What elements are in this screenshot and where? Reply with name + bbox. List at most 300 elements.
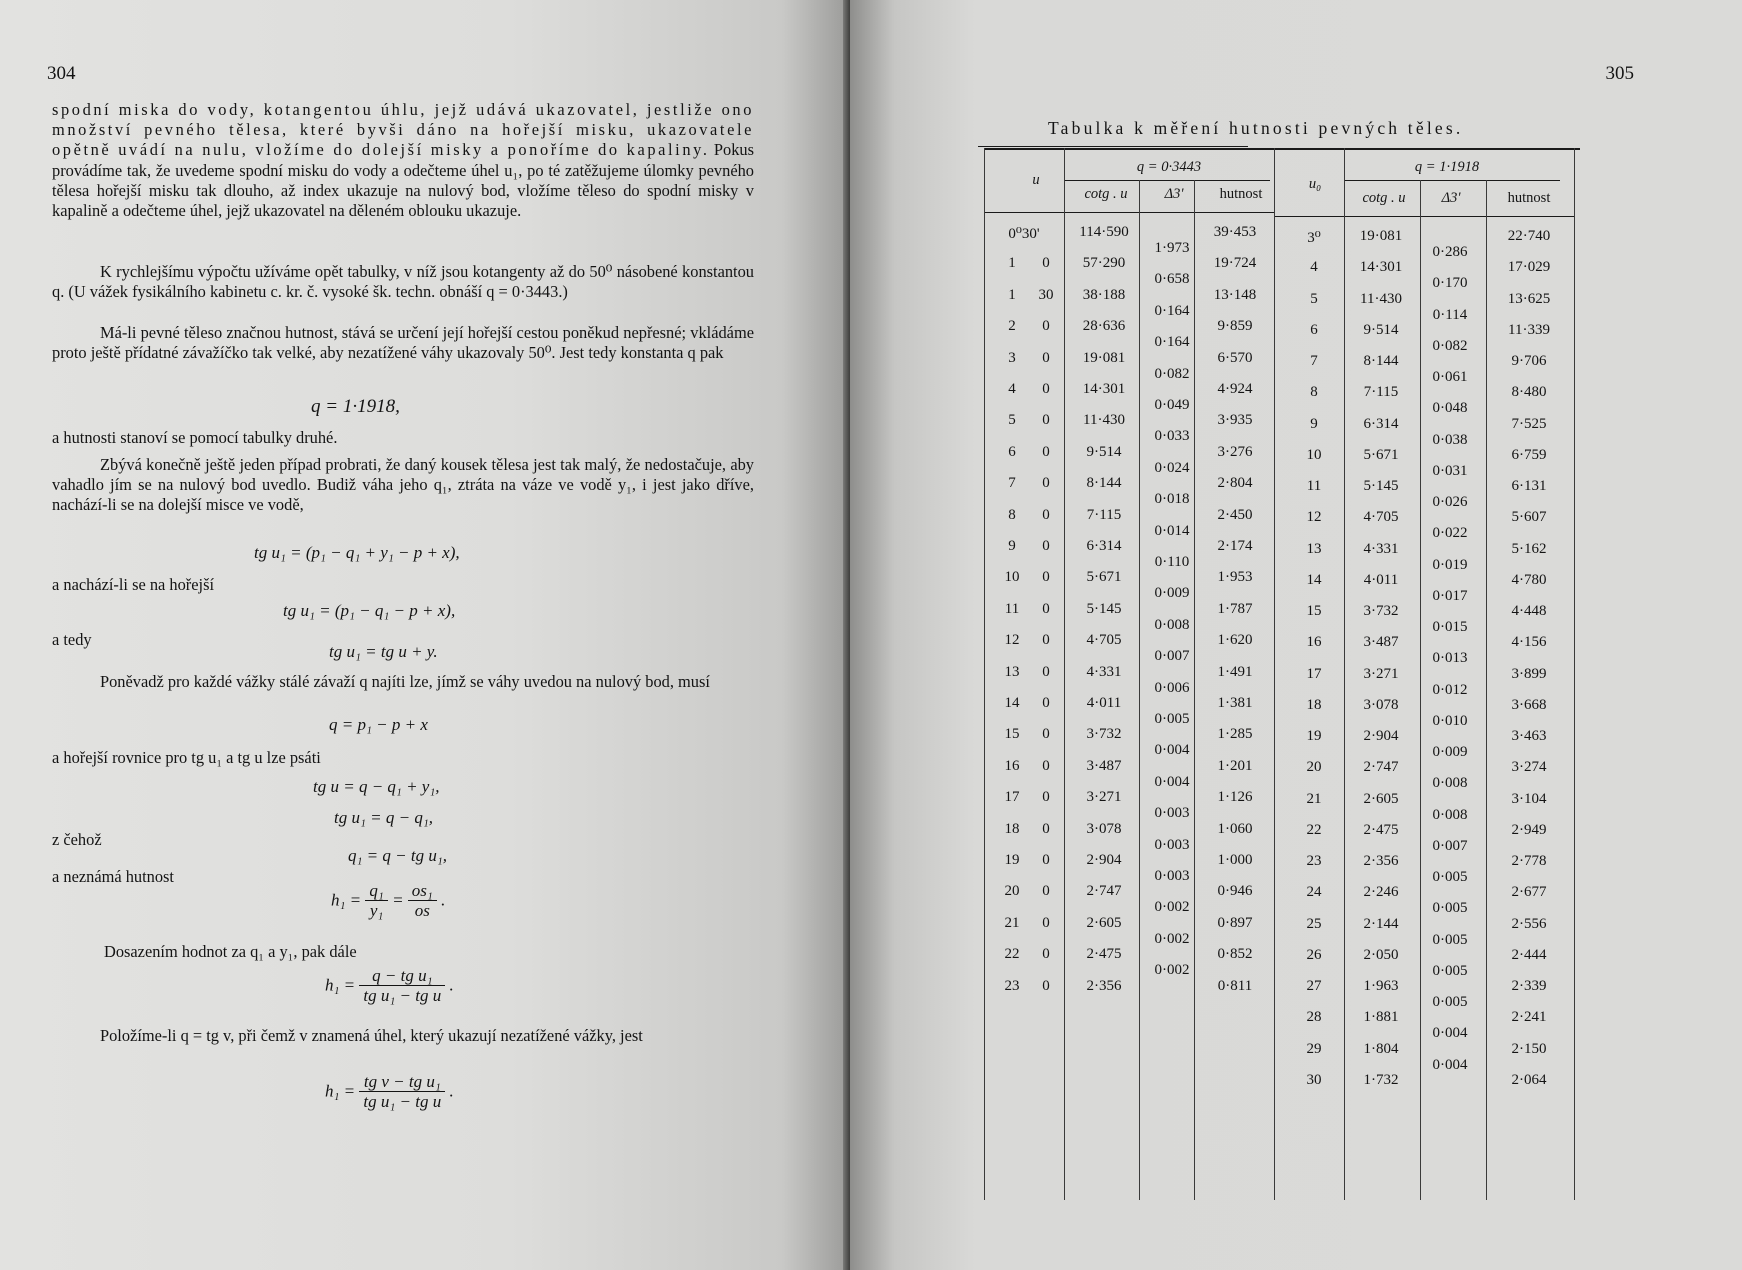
right-cotg-cell: 1·804: [1363, 1040, 1399, 1057]
paragraph-3: [52, 323, 754, 363]
left-angle-min-cell: 0: [1042, 569, 1050, 586]
left-cotg-cell: 14·301: [1082, 381, 1126, 397]
right-angle-cell: 14: [1306, 571, 1322, 588]
left-page: [0, 0, 850, 1270]
left-cotg-cell: 28·636: [1082, 318, 1126, 335]
left-angle-min-cell: 0: [1042, 475, 1050, 492]
left-delta-cell: 0·006: [1154, 679, 1190, 696]
right-cotg-cell: 4·705: [1363, 509, 1399, 526]
right-hutnost-cell: 2·339: [1511, 978, 1547, 994]
left-angle-deg-cell: 23: [1004, 977, 1020, 994]
left-angle-min-cell: 0: [1042, 506, 1050, 523]
right-cotg-cell: 1·963: [1363, 978, 1399, 994]
col-line-7: [1486, 180, 1487, 1200]
right-angle-cell: 12: [1306, 509, 1322, 526]
page-number-right: 305: [1605, 63, 1634, 84]
right-cotg-cell: 5·671: [1363, 446, 1399, 463]
right-delta-cell: 0·005: [1432, 869, 1468, 885]
label-tedy: a tedy: [52, 630, 92, 649]
equation-9: [325, 966, 454, 1005]
equation-10: [325, 1072, 454, 1111]
right-cotg-cell: 19·081: [1359, 228, 1403, 244]
left-hutnost-cell: 1·201: [1217, 757, 1253, 774]
group-rule-left: [1064, 180, 1270, 181]
left-delta-cell: 0·008: [1154, 616, 1190, 633]
right-delta-cell: 0·048: [1432, 400, 1468, 417]
right-cotg-cell: 2·356: [1363, 853, 1399, 869]
equation-10-lhs: h₁ =: [325, 1081, 356, 1101]
left-delta-cell: 0·164: [1154, 302, 1190, 319]
equation-10-fraction: [359, 1072, 445, 1111]
right-cotg-cell: 3·078: [1363, 696, 1399, 713]
equation-9-lhs: h₁ =: [325, 975, 356, 995]
equation-8-end: .: [441, 890, 446, 910]
equation-7: q₁ = q − tg u₁,: [348, 846, 447, 865]
col-line-3: [1194, 180, 1195, 1200]
left-angle-deg-cell: 4: [1008, 381, 1016, 397]
left-angle-deg-cell: 8: [1008, 506, 1016, 523]
right-angle-cell: 4: [1310, 259, 1318, 276]
left-delta-cell: 1·973: [1154, 240, 1190, 256]
left-angle-min-cell: 30: [1038, 286, 1054, 303]
header-cotg-right: cotg . u: [1362, 190, 1406, 206]
left-angle-min-cell: 0: [1042, 663, 1050, 680]
left-cotg-cell: 5·671: [1086, 569, 1122, 586]
equation-8-num-1: q₁: [365, 881, 387, 901]
paragraph-2: [52, 262, 754, 302]
right-angle-cell: 7: [1310, 353, 1318, 369]
right-delta-cell: 0·082: [1432, 337, 1468, 354]
line-rovnice: a hořejší rovnice pro tg u₁ a tg u lze psáti: [52, 748, 321, 767]
left-cotg-cell: 3·732: [1086, 726, 1122, 743]
header-u-right: u₀: [1308, 176, 1322, 192]
left-cotg-cell: 57·290: [1082, 255, 1126, 272]
right-delta-cell: 0·286: [1432, 244, 1468, 260]
right-cotg-cell: 8·144: [1363, 353, 1399, 369]
left-cotg-cell: 7·115: [1086, 506, 1122, 523]
right-angle-cell: 8: [1310, 384, 1318, 401]
left-cotg-cell: 2·605: [1086, 914, 1122, 931]
right-angle-cell: 28: [1306, 1009, 1322, 1026]
left-delta-cell: 0·033: [1154, 428, 1190, 445]
right-hutnost-cell: 2·444: [1511, 946, 1547, 963]
left-hutnost-cell: 1·953: [1217, 569, 1253, 586]
left-angle-cell: 0⁰30': [1008, 226, 1040, 242]
left-angle-deg-cell: 10: [1004, 569, 1020, 586]
right-hutnost-cell: 6·759: [1511, 446, 1547, 463]
left-hutnost-cell: 13·148: [1213, 286, 1257, 303]
col-line-0: [984, 148, 985, 1200]
header-delta-left: Δ3': [1164, 186, 1184, 202]
col-line-6: [1420, 180, 1421, 1200]
left-angle-deg-cell: 17: [1004, 789, 1020, 806]
right-cotg-cell: 3·487: [1363, 634, 1399, 651]
left-angle-min-cell: 0: [1042, 820, 1050, 837]
right-delta-cell: 0·009: [1432, 744, 1468, 760]
right-delta-cell: 0·061: [1432, 369, 1468, 385]
right-hutnost-cell: 2·064: [1511, 1071, 1547, 1088]
equation-9-end: .: [449, 975, 454, 995]
right-angle-cell: 23: [1306, 853, 1322, 869]
left-hutnost-cell: 0·946: [1217, 883, 1253, 900]
right-delta-cell: 0·008: [1432, 775, 1468, 792]
header-bottom-rule-right: [1274, 216, 1574, 217]
right-hutnost-cell: 2·556: [1511, 915, 1547, 932]
right-hutnost-cell: 9·706: [1511, 353, 1547, 369]
right-angle-cell: 30: [1306, 1071, 1322, 1088]
right-angle-cell: 18: [1306, 696, 1322, 713]
left-angle-deg-cell: 11: [1004, 600, 1020, 617]
left-hutnost-cell: 0·852: [1217, 946, 1253, 963]
left-angle-deg-cell: 7: [1008, 475, 1016, 492]
left-hutnost-cell: 1·381: [1217, 695, 1253, 711]
right-angle-cell: 22: [1306, 821, 1322, 838]
left-delta-cell: 0·082: [1154, 365, 1190, 382]
left-angle-min-cell: 0: [1042, 883, 1050, 900]
left-angle-deg-cell: 18: [1004, 820, 1020, 837]
left-cotg-cell: 3·078: [1086, 820, 1122, 837]
left-cotg-cell: 4·011: [1086, 695, 1122, 711]
left-hutnost-cell: 0·897: [1217, 914, 1253, 931]
left-delta-cell: 0·110: [1154, 554, 1190, 570]
table-top-rule: [984, 148, 1580, 150]
equation-1: tg u₁ = (p₁ − q₁ + y₁ − p + x),: [254, 543, 460, 562]
left-angle-min-cell: 0: [1042, 349, 1050, 366]
left-angle-deg-cell: 1: [1008, 286, 1016, 303]
right-hutnost-cell: 5·607: [1511, 509, 1547, 526]
paragraph-6: [52, 1026, 754, 1046]
left-delta-cell: 0·002: [1154, 930, 1190, 947]
right-delta-cell: 0·007: [1432, 837, 1468, 854]
right-hutnost-cell: 2·949: [1511, 821, 1547, 838]
right-delta-cell: 0·005: [1432, 931, 1468, 948]
left-cotg-cell: 2·475: [1086, 946, 1122, 963]
left-angle-min-cell: 0: [1042, 789, 1050, 806]
left-angle-min-cell: 0: [1042, 600, 1050, 617]
right-hutnost-cell: 11·339: [1508, 321, 1550, 338]
col-line-8: [1574, 148, 1575, 1200]
line-dosazenim: Dosazením hodnot za q₁ a y₁, pak dále: [104, 942, 357, 961]
right-hutnost-cell: 6·131: [1511, 478, 1547, 494]
right-hutnost-cell: 3·899: [1511, 665, 1547, 682]
left-delta-cell: 0·018: [1154, 491, 1190, 508]
left-angle-deg-cell: 22: [1004, 946, 1020, 963]
right-angle-cell: 29: [1306, 1040, 1322, 1057]
paragraph-4: [52, 455, 754, 516]
right-angle-cell: 11: [1306, 478, 1322, 494]
left-angle-deg-cell: 12: [1004, 632, 1020, 649]
right-delta-cell: 0·031: [1432, 462, 1468, 479]
paragraph-1-rest: Pokus provádíme tak, že uvedeme spodní misku do vody a odečteme úhel u₁, po té zatěžujeme úlomky pevného tělesa hořejší misku tak dlouho, až index ukazuje na nulový bod, vložíme těleso do spodní misky v kapalině a odečteme úhel, jejž ukazovatel na děleném oblouku ukazuje.: [52, 140, 754, 221]
left-angle-min-cell: 0: [1042, 632, 1050, 649]
left-hutnost-cell: 1·000: [1217, 852, 1253, 868]
paragraph-5: [52, 672, 754, 692]
right-angle-cell: 26: [1306, 946, 1322, 963]
left-angle-deg-cell: 19: [1004, 852, 1020, 868]
left-hutnost-cell: 2·450: [1217, 506, 1253, 523]
right-delta-cell: 0·005: [1432, 962, 1468, 979]
right-hutnost-cell: 3·274: [1511, 759, 1547, 776]
left-cotg-cell: 2·747: [1086, 883, 1122, 900]
right-hutnost-cell: 22·740: [1507, 228, 1551, 244]
right-cotg-cell: 3·732: [1363, 603, 1399, 619]
label-cehoz: z čehož: [52, 830, 102, 849]
left-angle-deg-cell: 9: [1008, 538, 1016, 554]
paragraph-4-text: Zbývá konečně ještě jeden případ probrati, že daný kousek tělesa jest tak malý, že nedostačuje, aby vahadlo jím se na nulový bod uvedlo. Budiž váha jeho q₁, ztráta na váze ve vodě y₁, i jest jako dříve, nachází-li se na dolejší misce ve vodě,: [52, 455, 754, 515]
table-top-rule-extension: [978, 146, 1248, 147]
equation-5: tg u = q − q₁ + y₁,: [313, 777, 440, 796]
left-hutnost-cell: 39·453: [1213, 224, 1257, 240]
left-delta-cell: 0·004: [1154, 773, 1190, 790]
col-line-1: [1064, 148, 1065, 1200]
right-angle-cell: 27: [1306, 978, 1322, 994]
left-cotg-cell: 3·487: [1086, 757, 1122, 774]
left-hutnost-cell: 0·811: [1217, 977, 1253, 994]
header-cotg-left: cotg . u: [1084, 186, 1128, 202]
left-angle-min-cell: 0: [1042, 318, 1050, 335]
left-angle-min-cell: 0: [1042, 977, 1050, 994]
left-hutnost-cell: 3·276: [1217, 443, 1253, 460]
header-group-right: q = 1·1918: [1414, 159, 1480, 175]
left-angle-min-cell: 0: [1042, 695, 1050, 711]
right-delta-cell: 0·038: [1432, 431, 1468, 448]
left-angle-min-cell: 0: [1042, 538, 1050, 554]
equation-8-num-2: os₁: [408, 881, 437, 901]
right-delta-cell: 0·005: [1432, 900, 1468, 917]
paragraph-1: [52, 100, 754, 221]
right-angle-cell: 20: [1306, 759, 1322, 776]
left-hutnost-cell: 3·935: [1217, 412, 1253, 429]
equation-3: tg u₁ = tg u + y.: [329, 642, 438, 661]
equation-8-lhs: h₁ =: [331, 890, 362, 910]
paragraph-5-text: Poněvadž pro každé vážky stálé závaží q najíti lze, jímž se váhy uvedou na nulový bod, musí: [100, 672, 710, 691]
right-angle-cell: 10: [1306, 446, 1322, 463]
right-angle-cell: 25: [1306, 915, 1322, 932]
right-angle-cell: 5: [1310, 290, 1318, 307]
left-angle-deg-cell: 20: [1004, 883, 1020, 900]
paragraph-3-text: Má-li pevné těleso značnou hutnost, stává se určení její hořejší cestou poněkud nepřesné; vkládáme proto ještě přídatné závažíčko tak velké, aby nezatížené váhy ukazovaly 50⁰. Jest tedy konstanta q pak: [52, 323, 754, 363]
left-angle-min-cell: 0: [1042, 757, 1050, 774]
equation-10-num: tg v − tg u₁: [359, 1072, 445, 1092]
right-hutnost-cell: 4·780: [1511, 571, 1547, 588]
left-delta-cell: 0·003: [1154, 868, 1190, 884]
table-caption: Tabulka k měření hutnosti pevných těles.: [1048, 118, 1464, 138]
paragraph-2-text: K rychlejšímu výpočtu užíváme opět tabulky, v níž jsou kotangenty až do 50⁰ násobené konstantou q. (U vážek fysikálního kabinetu c. kr. č. vysoké šk. techn. obnáší q = 0·3443.): [52, 262, 754, 302]
right-angle-cell: 16: [1306, 634, 1322, 651]
right-cotg-cell: 11·430: [1360, 290, 1402, 307]
right-delta-cell: 0·114: [1432, 306, 1468, 323]
left-angle-deg-cell: 1: [1008, 255, 1016, 272]
right-delta-cell: 0·004: [1432, 1056, 1468, 1073]
right-delta-cell: 0·026: [1432, 494, 1468, 510]
left-delta-cell: 0·002: [1154, 899, 1190, 916]
right-hutnost-cell: 5·162: [1511, 540, 1547, 557]
right-cotg-cell: 1·881: [1363, 1009, 1399, 1026]
left-cotg-cell: 2·356: [1086, 977, 1122, 994]
right-angle-cell: 6: [1310, 321, 1318, 338]
right-cotg-cell: 2·747: [1363, 759, 1399, 776]
left-delta-cell: 0·658: [1154, 271, 1190, 288]
right-cotg-cell: 2·475: [1363, 821, 1399, 838]
left-cotg-cell: 19·081: [1082, 349, 1126, 366]
right-cotg-cell: 2·605: [1363, 790, 1399, 807]
left-delta-cell: 0·002: [1154, 962, 1190, 979]
left-hutnost-cell: 6·570: [1217, 349, 1253, 366]
right-cotg-cell: 7·115: [1363, 384, 1399, 401]
left-hutnost-cell: 9·859: [1217, 318, 1253, 335]
col-line-5: [1344, 148, 1345, 1200]
equation-8: [331, 881, 445, 920]
equation-10-end: .: [449, 1081, 454, 1101]
right-cotg-cell: 2·144: [1363, 915, 1399, 932]
equation-4: q = p₁ − p + x: [329, 715, 428, 734]
equation-q: q = 1·1918,: [311, 396, 400, 417]
equation-8-mid: =: [392, 890, 404, 910]
right-cotg-cell: 3·271: [1363, 665, 1399, 682]
left-angle-deg-cell: 16: [1004, 757, 1020, 774]
left-cotg-cell: 11·430: [1083, 412, 1125, 429]
right-hutnost-cell: 2·241: [1511, 1009, 1547, 1026]
left-hutnost-cell: 1·126: [1217, 789, 1253, 806]
col-line-2: [1139, 180, 1140, 1200]
header-u-left: u: [1032, 172, 1040, 188]
left-hutnost-cell: 1·285: [1217, 726, 1253, 743]
left-angle-deg-cell: 21: [1004, 914, 1020, 931]
right-angle-cell: 24: [1306, 884, 1322, 901]
right-hutnost-cell: 17·029: [1507, 259, 1551, 276]
left-delta-cell: 0·164: [1154, 334, 1190, 351]
left-cotg-cell: 9·514: [1086, 443, 1122, 460]
left-hutnost-cell: 1·620: [1217, 632, 1253, 649]
left-delta-cell: 0·005: [1154, 711, 1190, 727]
right-angle-cell: 17: [1306, 665, 1322, 682]
right-angle-cell: 3⁰: [1307, 230, 1321, 246]
line-horejsi: a nachází-li se na hořejší: [52, 575, 215, 594]
right-delta-cell: 0·019: [1432, 556, 1468, 573]
left-hutnost-cell: 19·724: [1213, 255, 1257, 272]
header-hutnost-left: hutnost: [1219, 186, 1263, 202]
header-delta-right: Δ3': [1441, 190, 1461, 206]
right-delta-cell: 0·008: [1432, 806, 1468, 823]
left-delta-cell: 0·014: [1154, 522, 1190, 539]
right-angle-cell: 19: [1306, 728, 1322, 744]
left-cotg-cell: 38·188: [1082, 286, 1126, 303]
left-angle-deg-cell: 3: [1008, 349, 1016, 366]
left-cotg-cell: 3·271: [1086, 789, 1122, 806]
paragraph-6-text: Položíme-li q = tg v, při čemž v znamená úhel, který ukazují nezatížené vážky, jest: [100, 1026, 643, 1045]
left-angle-deg-cell: 15: [1004, 726, 1020, 743]
left-angle-deg-cell: 2: [1008, 318, 1016, 335]
page-number-left: 304: [47, 63, 76, 84]
left-hutnost-cell: 2·804: [1217, 475, 1253, 492]
equation-2: tg u₁ = (p₁ − q₁ − p + x),: [283, 601, 456, 620]
left-angle-min-cell: 0: [1042, 726, 1050, 743]
left-delta-cell: 0·009: [1154, 585, 1190, 602]
density-table: [984, 148, 1580, 1200]
left-angle-min-cell: 0: [1042, 852, 1050, 868]
left-delta-cell: 0·003: [1154, 805, 1190, 822]
right-cotg-cell: 1·732: [1363, 1071, 1399, 1088]
equation-8-den-2: os: [414, 901, 430, 920]
right-delta-cell: 0·017: [1432, 587, 1468, 604]
right-hutnost-cell: 13·625: [1507, 290, 1551, 307]
right-hutnost-cell: 3·463: [1511, 728, 1547, 744]
left-cotg-cell: 114·590: [1079, 224, 1129, 240]
right-cotg-cell: 4·011: [1363, 571, 1399, 588]
right-cotg-cell: 2·246: [1363, 884, 1399, 901]
right-angle-cell: 21: [1306, 790, 1322, 807]
left-hutnost-cell: 1·787: [1217, 600, 1253, 617]
label-neznama: a neznámá hutnost: [52, 867, 174, 886]
right-delta-cell: 0·013: [1432, 650, 1468, 667]
left-cotg-cell: 4·705: [1086, 632, 1122, 649]
left-cotg-cell: 5·145: [1086, 600, 1122, 617]
left-delta-cell: 0·024: [1154, 459, 1190, 476]
right-cotg-cell: 14·301: [1359, 259, 1403, 276]
left-hutnost-cell: 1·060: [1217, 820, 1253, 837]
left-angle-deg-cell: 13: [1004, 663, 1020, 680]
right-cotg-cell: 4·331: [1363, 540, 1399, 557]
header-bottom-rule-left: [984, 212, 1274, 213]
header-group-left: q = 0·3443: [1136, 159, 1202, 175]
right-angle-cell: 13: [1306, 540, 1322, 557]
right-delta-cell: 0·015: [1432, 619, 1468, 635]
left-cotg-cell: 2·904: [1086, 852, 1122, 868]
col-line-4: [1274, 148, 1275, 1200]
line-hutnosti: a hutnosti stanoví se pomocí tabulky druhé.: [52, 428, 338, 447]
right-delta-cell: 0·005: [1432, 994, 1468, 1010]
right-cotg-cell: 5·145: [1363, 478, 1399, 494]
right-delta-cell: 0·170: [1432, 275, 1468, 292]
right-hutnost-cell: 4·448: [1511, 603, 1547, 619]
left-cotg-cell: 8·144: [1086, 475, 1122, 492]
left-angle-deg-cell: 5: [1008, 412, 1016, 429]
equation-6: tg u₁ = q − q₁,: [334, 808, 433, 827]
equation-8-den-1: y₁: [369, 901, 384, 920]
right-angle-cell: 9: [1310, 415, 1318, 432]
equation-8-fraction-2: [408, 881, 437, 920]
left-cotg-cell: 4·331: [1086, 663, 1122, 680]
left-angle-deg-cell: 14: [1004, 695, 1020, 711]
left-hutnost-cell: 2·174: [1217, 538, 1253, 554]
right-hutnost-cell: 4·156: [1511, 634, 1547, 651]
left-delta-cell: 0·007: [1154, 648, 1190, 665]
left-hutnost-cell: 4·924: [1217, 381, 1253, 397]
right-hutnost-cell: 3·104: [1511, 790, 1547, 807]
left-angle-min-cell: 0: [1042, 443, 1050, 460]
right-cotg-cell: 6·314: [1363, 415, 1399, 432]
equation-9-den: tg u₁ − tg u: [363, 986, 442, 1005]
right-delta-cell: 0·012: [1432, 681, 1468, 698]
left-delta-cell: 0·049: [1154, 397, 1190, 413]
left-angle-min-cell: 0: [1042, 914, 1050, 931]
paragraph-1-spaced: spodní miska do vody, kotangentou úhlu, jejž udává ukazovatel, jestliže ono množství pevného tělesa, které byvši dáno na hořejší misku, ukazovatele opětně uvádí na nulu, vložíme do dolejší misky a ponoříme do kapaliny.: [52, 100, 754, 160]
left-delta-cell: 0·004: [1154, 742, 1190, 759]
left-cotg-cell: 6·314: [1086, 538, 1122, 554]
header-hutnost-right: hutnost: [1507, 190, 1551, 206]
right-delta-cell: 0·004: [1432, 1025, 1468, 1042]
left-hutnost-cell: 1·491: [1217, 663, 1253, 680]
right-hutnost-cell: 3·668: [1511, 696, 1547, 713]
left-angle-deg-cell: 6: [1008, 443, 1016, 460]
equation-9-num: q − tg u₁: [359, 966, 445, 986]
right-angle-cell: 15: [1306, 603, 1322, 619]
left-angle-min-cell: 0: [1042, 946, 1050, 963]
right-cotg-cell: 9·514: [1363, 321, 1399, 338]
right-delta-cell: 0·022: [1432, 525, 1468, 542]
equation-10-den: tg u₁ − tg u: [363, 1092, 442, 1111]
right-hutnost-cell: 7·525: [1511, 415, 1547, 432]
